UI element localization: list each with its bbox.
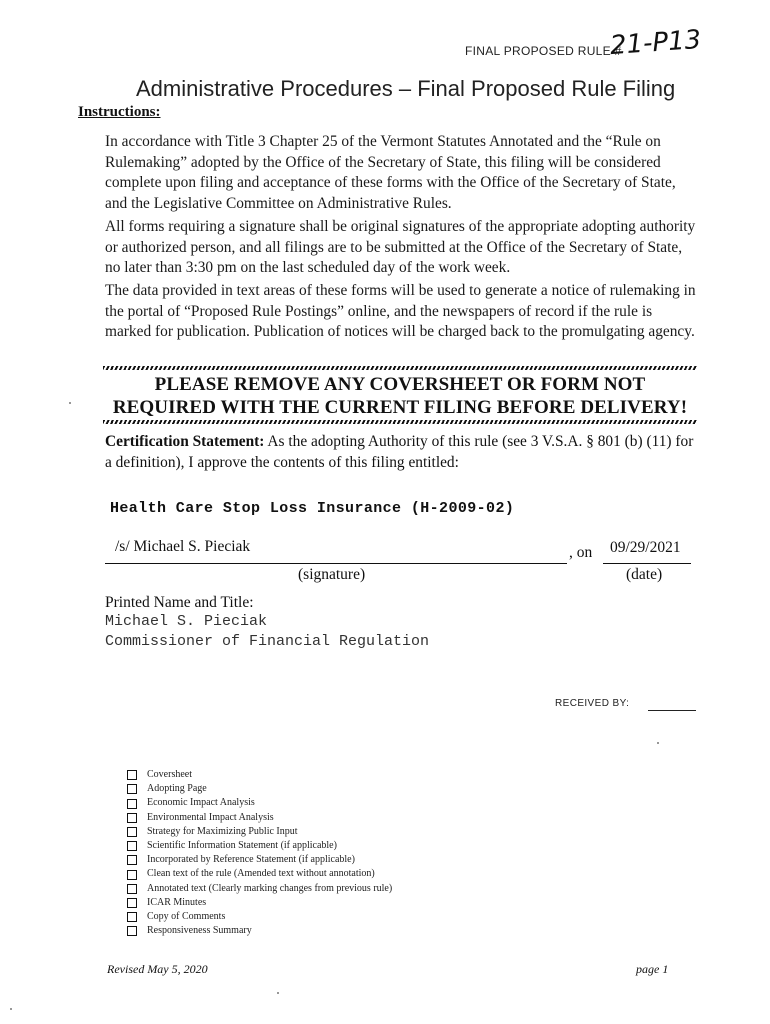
- checkbox[interactable]: [127, 770, 137, 780]
- checklist-item: [127, 910, 392, 924]
- checklist-label: Responsiveness Summary: [147, 925, 252, 937]
- checklist-label: ICAR Minutes: [147, 896, 207, 908]
- checkbox[interactable]: [127, 912, 137, 922]
- on-label: , on: [569, 544, 593, 561]
- printed-name-label: Printed Name and Title:: [105, 594, 254, 611]
- checklist-label: Scientific Information Statement (if applicable): [147, 840, 337, 852]
- warning-line-2: REQUIRED WITH THE CURRENT FILING BEFORE DELIVERY!: [112, 397, 688, 418]
- checklist-item: [127, 825, 392, 839]
- certification-label: Certification Statement:: [105, 433, 265, 450]
- page-number: page 1: [636, 962, 669, 976]
- instructions-paragraph: The data provided in text areas of these forms will be used to generate a notice of rulemaking in the portal of “Proposed Rule Postings” online, and the newspapers of record if the rule is marked for publication. Publication of notices will be charged back to the promulgating agency.: [105, 282, 696, 340]
- scan-speck: [10, 1008, 12, 1010]
- checklist-item: [127, 811, 392, 825]
- date-line: [603, 563, 691, 564]
- instructions-paragraph: In accordance with Title 3 Chapter 25 of the Vermont Statutes Annotated and the “Rule on Rulemaking” adopted by the Office of the Secretary of State, this filing will be considered complete upon filing and acceptance of these forms with the Office of the Secretary of State, and the Legislative Committee on Administrative Rules.: [105, 133, 676, 212]
- checklist-label: Incorporated by Reference Statement (if applicable): [147, 854, 355, 866]
- checkbox[interactable]: [127, 884, 137, 894]
- checkbox[interactable]: [127, 827, 137, 837]
- checklist-label: Strategy for Maximizing Public Input: [147, 825, 298, 837]
- checklist-item: [127, 796, 392, 810]
- received-by-line: [648, 710, 696, 711]
- printed-title: Commissioner of Financial Regulation: [105, 633, 430, 650]
- checklist-item: [127, 924, 392, 938]
- checkbox[interactable]: [127, 813, 137, 823]
- checklist-item: [127, 768, 392, 782]
- checklist-label: Economic Impact Analysis: [147, 797, 255, 809]
- checkbox[interactable]: [127, 855, 137, 865]
- received-by-label: RECEIVED BY:: [555, 698, 630, 709]
- revised-date: Revised May 5, 2020: [107, 962, 208, 976]
- rule-number-label: FINAL PROPOSED RULE #: [465, 44, 622, 58]
- checkbox[interactable]: [127, 898, 137, 908]
- checklist-label: Clean text of the rule (Amended text without annotation): [147, 868, 375, 880]
- checkbox[interactable]: [127, 799, 137, 809]
- instructions-paragraph: All forms requiring a signature shall be original signatures of the appropriate adopting authority or authorized person, and all filings are to be submitted at the Office of the Secretary of State, no later than 3:30 pm on the last scheduled day of the work week.: [105, 218, 696, 276]
- instructions-heading: Instructions:: [78, 104, 161, 120]
- scan-speck: [69, 402, 71, 404]
- filing-title: Health Care Stop Loss Insurance (H-2009-02): [110, 500, 515, 517]
- signature-caption: (signature): [298, 566, 366, 583]
- checklist-item: [127, 882, 392, 896]
- checklist-label: Environmental Impact Analysis: [147, 811, 274, 823]
- certification-text: As the adopting Authority of this rule (see 3 V.S.A. § 801 (b) (11) for a definition), I approve the contents of this filing entitled:: [105, 433, 694, 471]
- printed-name: Michael S. Pieciak: [105, 613, 268, 630]
- checklist-item: [127, 896, 392, 910]
- scan-speck: [277, 992, 279, 994]
- date-value: 09/29/2021: [610, 539, 681, 556]
- checklist-item: [127, 853, 392, 867]
- rule-number-handwritten: 21-P13: [609, 24, 703, 62]
- checklist-label: Coversheet: [147, 769, 192, 780]
- checkbox[interactable]: [127, 841, 137, 851]
- warning-line-1: PLEASE REMOVE ANY COVERSHEET OR FORM NOT: [154, 374, 646, 395]
- certification-statement: [105, 432, 700, 473]
- checkbox[interactable]: [127, 926, 137, 936]
- checklist-item: [127, 839, 392, 853]
- signature-line: [105, 563, 567, 564]
- page-title: Administrative Procedures – Final Proposed Rule Filing: [136, 76, 676, 101]
- checkbox[interactable]: [127, 784, 137, 794]
- checklist-item: [127, 867, 392, 881]
- signature-value: /s/ Michael S. Pieciak: [115, 538, 251, 555]
- hatched-divider: [103, 420, 697, 424]
- checklist-label: Annotated text (Clearly marking changes from previous rule): [147, 882, 393, 894]
- checklist-label: Adopting Page: [147, 783, 207, 795]
- date-caption: (date): [626, 566, 663, 583]
- scan-speck: [657, 742, 659, 744]
- checklist-label: Copy of Comments: [147, 911, 226, 923]
- hatched-divider: [103, 366, 697, 370]
- checkbox[interactable]: [127, 870, 137, 880]
- document-checklist: [127, 768, 392, 938]
- checklist-item: [127, 782, 392, 796]
